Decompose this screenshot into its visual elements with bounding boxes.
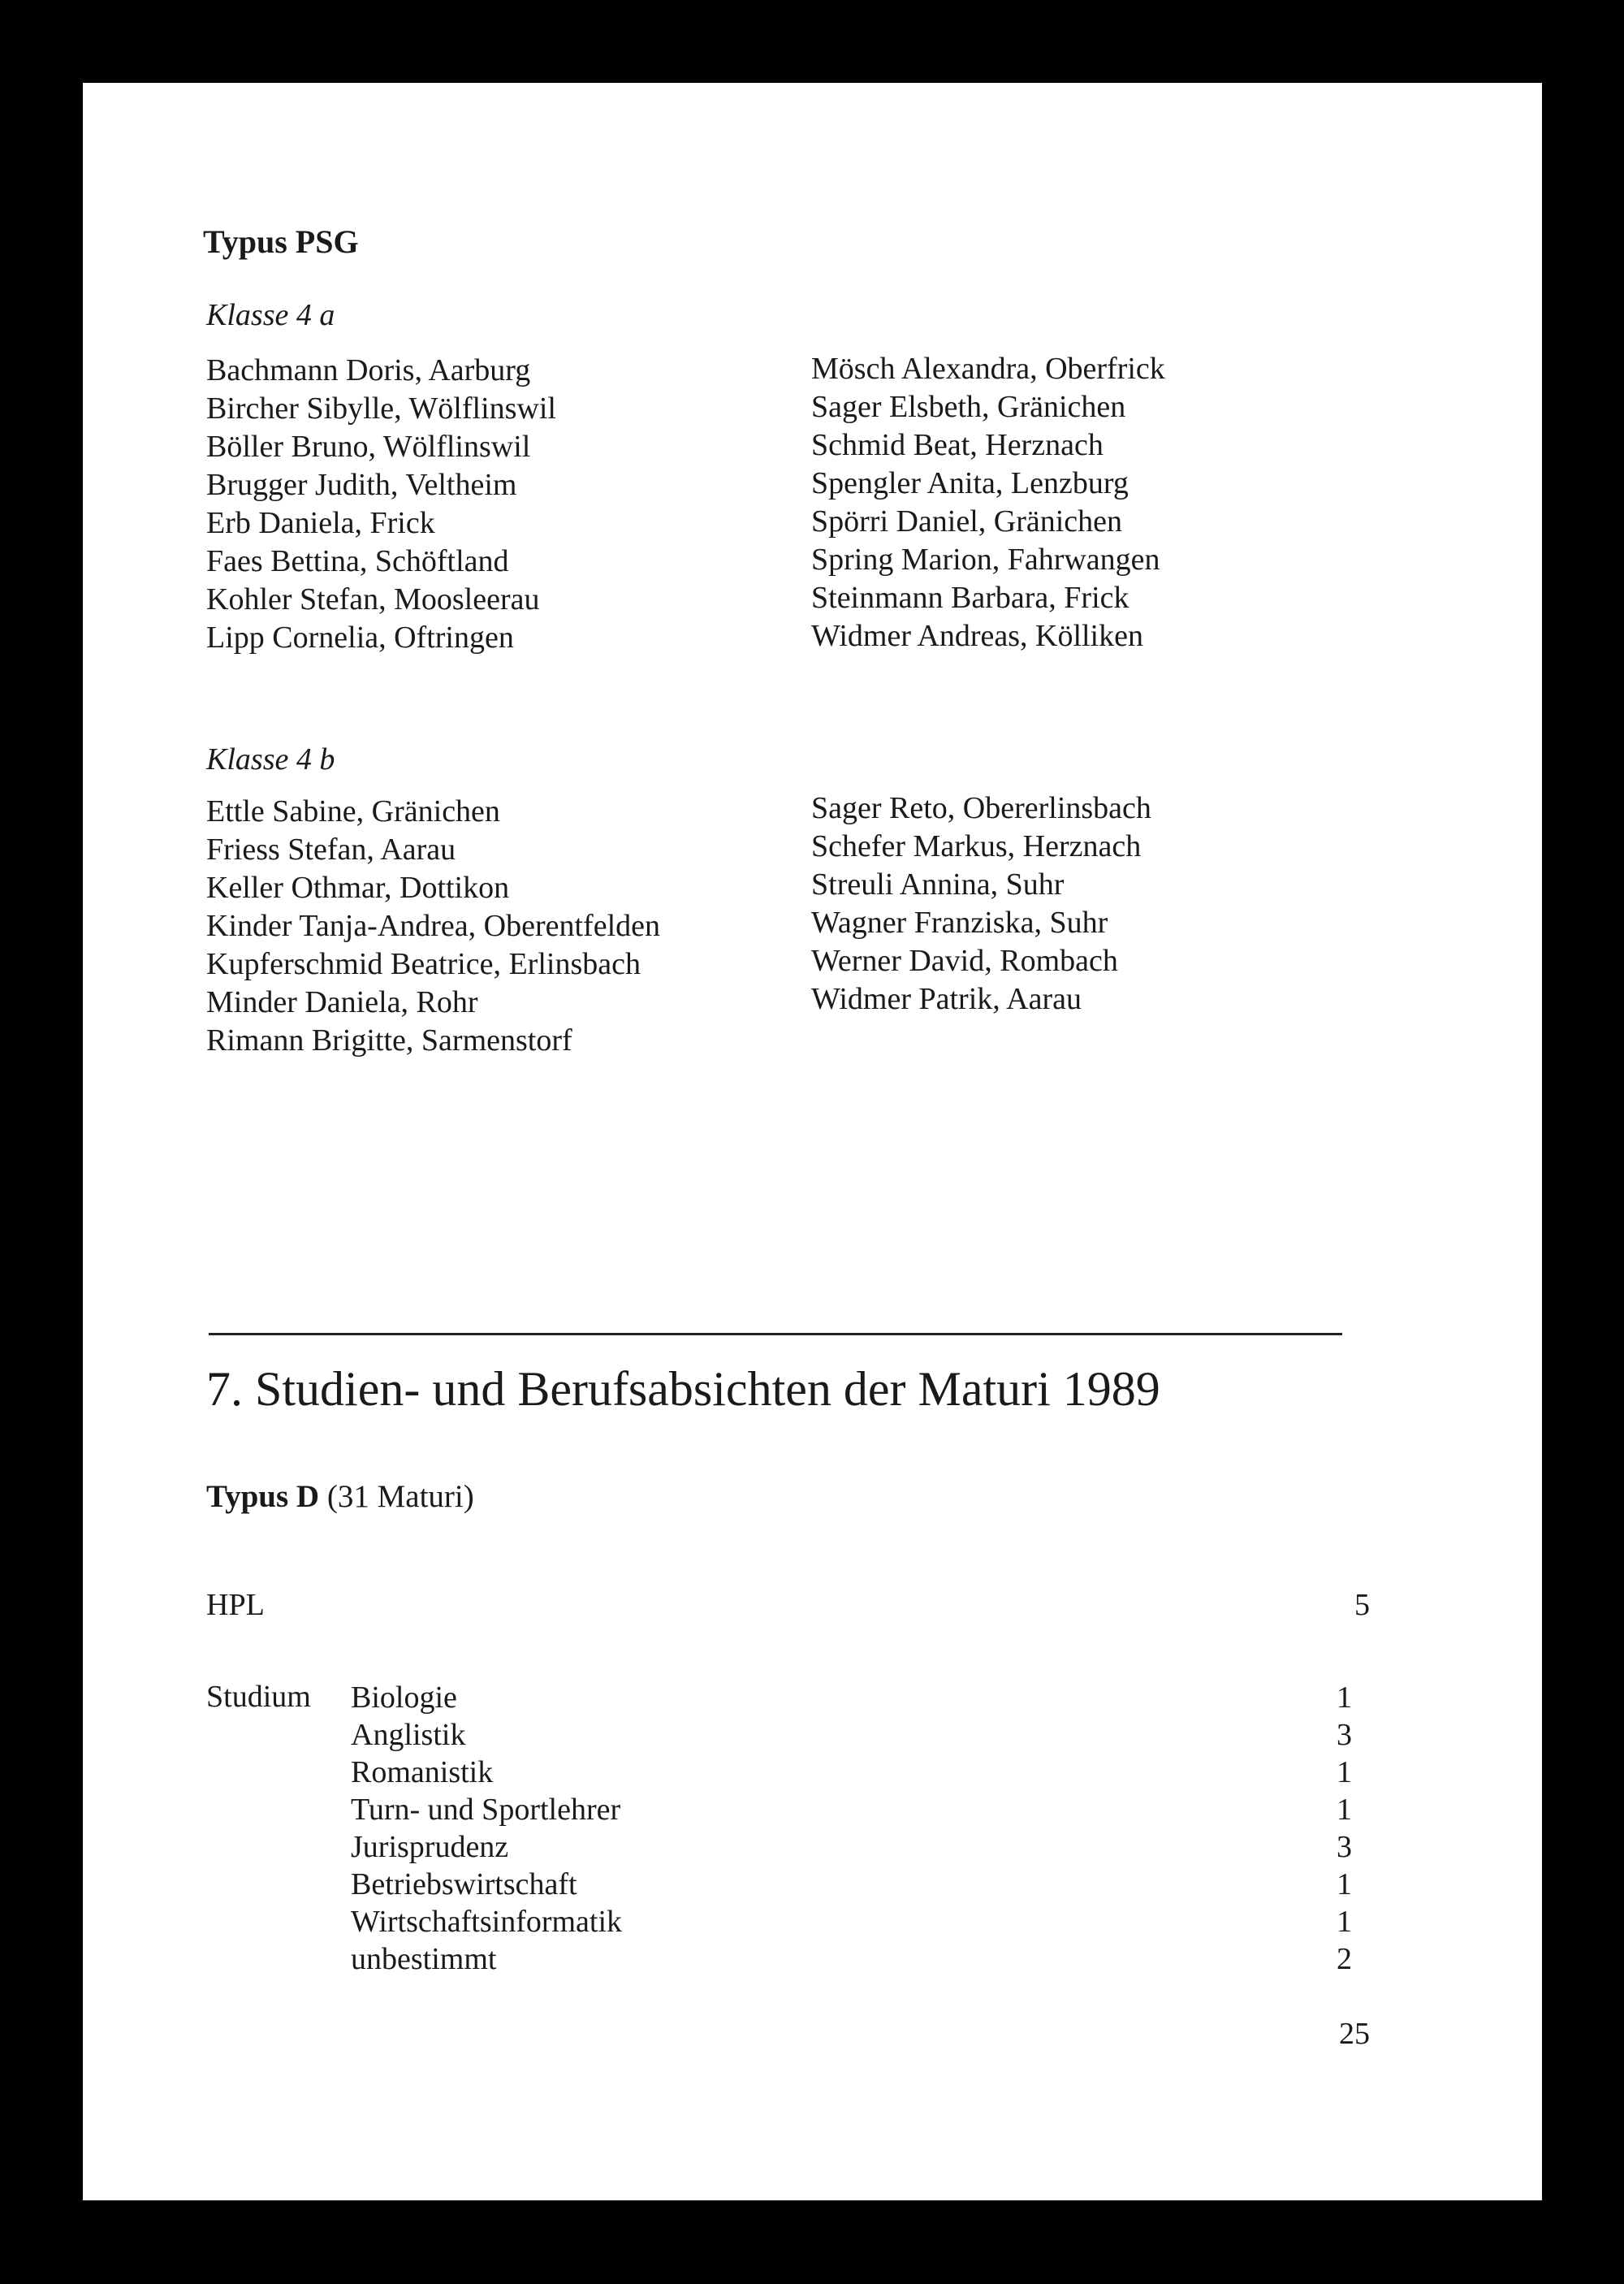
student-entry: Kinder Tanja-Andrea, Oberentfelden xyxy=(206,909,660,943)
klasse-4a-left-list xyxy=(206,352,556,657)
student-entry: Ettle Sabine, Gränichen xyxy=(206,794,500,828)
student-entry: Schmid Beat, Herznach xyxy=(811,428,1104,462)
student-entry: Werner David, Rombach xyxy=(811,944,1118,978)
student-entry: Bircher Sibylle, Wölflinswil xyxy=(206,391,556,426)
studium-row xyxy=(351,1679,1352,1716)
student-entry: Streuli Annina, Suhr xyxy=(811,867,1065,902)
typus-d-label: Typus D xyxy=(206,1479,320,1514)
section-divider xyxy=(209,1333,1342,1335)
student-entry: Kupferschmid Beatrice, Erlinsbach xyxy=(206,947,641,981)
klasse-4b-label: Klasse 4 b xyxy=(206,742,335,776)
student-entry: Friess Stefan, Aarau xyxy=(206,833,456,867)
studium-subject: Turn- und Sportlehrer xyxy=(351,1793,621,1827)
hpl-count: 5 xyxy=(1354,1588,1370,1622)
studium-count: 1 xyxy=(1337,1867,1352,1901)
student-entry: Kohler Stefan, Moosleerau xyxy=(206,582,540,616)
student-entry: Spring Marion, Fahrwangen xyxy=(811,543,1160,577)
student-entry: Faes Bettina, Schöftland xyxy=(206,544,509,578)
studium-list xyxy=(351,1679,1352,1978)
studium-subject: Anglistik xyxy=(351,1718,466,1752)
studium-count: 1 xyxy=(1337,1755,1352,1789)
student-entry: Lipp Cornelia, Oftringen xyxy=(206,621,514,655)
klasse-4b-left-list xyxy=(206,793,660,1060)
student-entry: Schefer Markus, Herznach xyxy=(811,829,1142,863)
student-entry: Sager Elsbeth, Gränichen xyxy=(811,390,1126,424)
student-entry: Wagner Franziska, Suhr xyxy=(811,906,1108,940)
klasse-4b-right-list xyxy=(811,789,1151,1019)
student-entry: Widmer Andreas, Kölliken xyxy=(811,619,1143,653)
studium-subject: Biologie xyxy=(351,1681,457,1715)
page-number: 25 xyxy=(1339,2017,1370,2051)
studium-count: 1 xyxy=(1337,1905,1352,1939)
typus-d-heading xyxy=(206,1478,474,1515)
studium-subject: unbestimmt xyxy=(351,1942,497,1976)
typus-d-count: (31 Maturi) xyxy=(326,1479,474,1514)
studium-row xyxy=(351,1754,1352,1791)
studium-label: Studium xyxy=(206,1680,311,1714)
student-entry: Bachmann Doris, Aarburg xyxy=(206,353,531,387)
student-entry: Rimann Brigitte, Sarmenstorf xyxy=(206,1023,572,1058)
student-entry: Steinmann Barbara, Frick xyxy=(811,581,1129,615)
student-entry: Spörri Daniel, Gränichen xyxy=(811,504,1123,539)
student-entry: Minder Daniela, Rohr xyxy=(206,985,478,1019)
hpl-label: HPL xyxy=(206,1588,265,1622)
document-page xyxy=(83,83,1542,2200)
studium-row xyxy=(351,1903,1352,1940)
studium-row xyxy=(351,1866,1352,1903)
section-title-typus-psg: Typus PSG xyxy=(203,223,359,260)
chapter-heading: 7. Studien- und Berufsabsichten der Maturi 1989 xyxy=(206,1362,1160,1416)
student-entry: Keller Othmar, Dottikon xyxy=(206,871,510,905)
student-entry: Brugger Judith, Veltheim xyxy=(206,468,517,502)
studium-subject: Jurisprudenz xyxy=(351,1830,509,1864)
studium-row xyxy=(351,1716,1352,1754)
student-entry: Spengler Anita, Lenzburg xyxy=(811,466,1129,500)
student-entry: Sager Reto, Obererlinsbach xyxy=(811,791,1151,825)
studium-subject: Betriebswirtschaft xyxy=(351,1867,577,1901)
studium-subject: Wirtschaftsinformatik xyxy=(351,1905,623,1939)
studium-count: 1 xyxy=(1337,1681,1352,1715)
studium-count: 3 xyxy=(1337,1718,1352,1752)
klasse-4a-label: Klasse 4 a xyxy=(206,298,335,332)
klasse-4a-right-list xyxy=(811,350,1165,655)
studium-count: 1 xyxy=(1337,1793,1352,1827)
studium-count: 3 xyxy=(1337,1830,1352,1864)
student-entry: Böller Bruno, Wölflinswil xyxy=(206,430,531,464)
studium-row xyxy=(351,1791,1352,1828)
student-entry: Widmer Patrik, Aarau xyxy=(811,982,1082,1016)
student-entry: Mösch Alexandra, Oberfrick xyxy=(811,352,1165,386)
studium-row xyxy=(351,1828,1352,1866)
studium-row xyxy=(351,1940,1352,1978)
student-entry: Erb Daniela, Frick xyxy=(206,506,435,540)
studium-subject: Romanistik xyxy=(351,1755,494,1789)
studium-count: 2 xyxy=(1337,1942,1352,1976)
